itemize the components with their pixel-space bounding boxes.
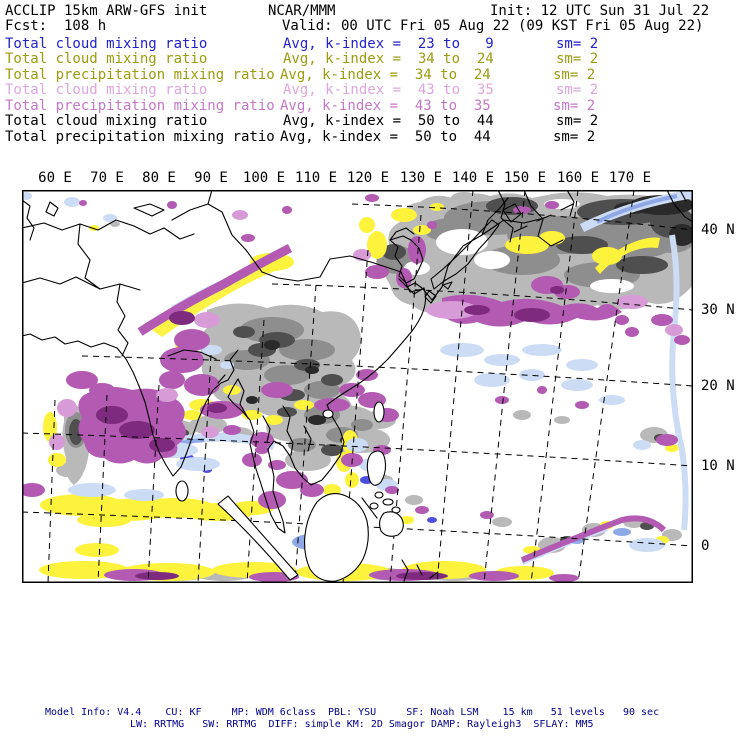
legend-stat: Avg, k-index = 50 to 44	[280, 129, 491, 145]
lon-tick-label: 80 E	[142, 170, 176, 186]
lat-tick-label: 0	[701, 538, 710, 554]
legend-stat: Avg, k-index = 23 to 9	[283, 36, 494, 52]
valid-time: Valid: 00 UTC Fri 05 Aug 22 (09 KST Fri 05 Aug 22)	[282, 18, 704, 34]
legend-label: Total cloud mixing ratio	[5, 36, 208, 52]
legend-label: Total cloud mixing ratio	[5, 82, 208, 98]
legend-stat: Avg, k-index = 50 to 44	[283, 113, 494, 129]
lon-tick-label: 160 E	[556, 170, 600, 186]
forecast-hour: Fcst: 108 h	[5, 18, 107, 34]
weather-map	[22, 190, 693, 583]
model-info-line1: Model Info: V4.4 CU: KF MP: WDM 6class PBL: YSU SF: Noah LSM 15 km 51 levels 90 sec	[45, 707, 660, 718]
lat-tick-label: 10 N	[701, 458, 735, 474]
lon-tick-label: 120 E	[346, 170, 390, 186]
lon-tick-label: 140 E	[451, 170, 495, 186]
legend-stat: Avg, k-index = 34 to 24	[280, 67, 491, 83]
model-info-line2: LW: RRTMG SW: RRTMG DIFF: simple KM: 2D Smagor DAMP: Rayleigh3 SFLAY: MM5	[130, 719, 594, 730]
legend-stat: Avg, k-index = 43 to 35	[280, 98, 491, 114]
legend-sm: sm= 2	[553, 98, 596, 114]
legend-label: Total precipitation mixing ratio	[5, 67, 275, 83]
init-time: Init: 12 UTC Sun 31 Jul 22	[490, 3, 710, 19]
lon-tick-label: 150 E	[503, 170, 547, 186]
legend-sm: sm= 2	[556, 82, 599, 98]
legend-stat: Avg, k-index = 43 to 35	[283, 82, 494, 98]
lon-tick-label: 130 E	[399, 170, 443, 186]
legend-stat: Avg, k-index = 34 to 24	[283, 51, 494, 67]
lon-tick-label: 100 E	[242, 170, 286, 186]
legend-sm: sm= 2	[556, 36, 599, 52]
lon-tick-label: 60 E	[38, 170, 72, 186]
lon-tick-label: 110 E	[294, 170, 338, 186]
lon-tick-label: 70 E	[90, 170, 124, 186]
lat-tick-label: 30 N	[701, 302, 735, 318]
org-label: NCAR/MMM	[268, 3, 336, 19]
lat-tick-label: 20 N	[701, 378, 735, 394]
lon-tick-label: 90 E	[194, 170, 228, 186]
lat-tick-label: 40 N	[701, 222, 735, 238]
legend-label: Total precipitation mixing ratio	[5, 129, 275, 145]
legend-label: Total cloud mixing ratio	[5, 51, 208, 67]
legend-label: Total cloud mixing ratio	[5, 113, 208, 129]
legend-sm: sm= 2	[556, 113, 599, 129]
plot-title: ACCLIP 15km ARW-GFS init	[5, 3, 208, 19]
legend-sm: sm= 2	[556, 51, 599, 67]
legend-label: Total precipitation mixing ratio	[5, 98, 275, 114]
legend-sm: sm= 2	[553, 129, 596, 145]
legend-sm: sm= 2	[553, 67, 596, 83]
lon-tick-label: 170 E	[608, 170, 652, 186]
